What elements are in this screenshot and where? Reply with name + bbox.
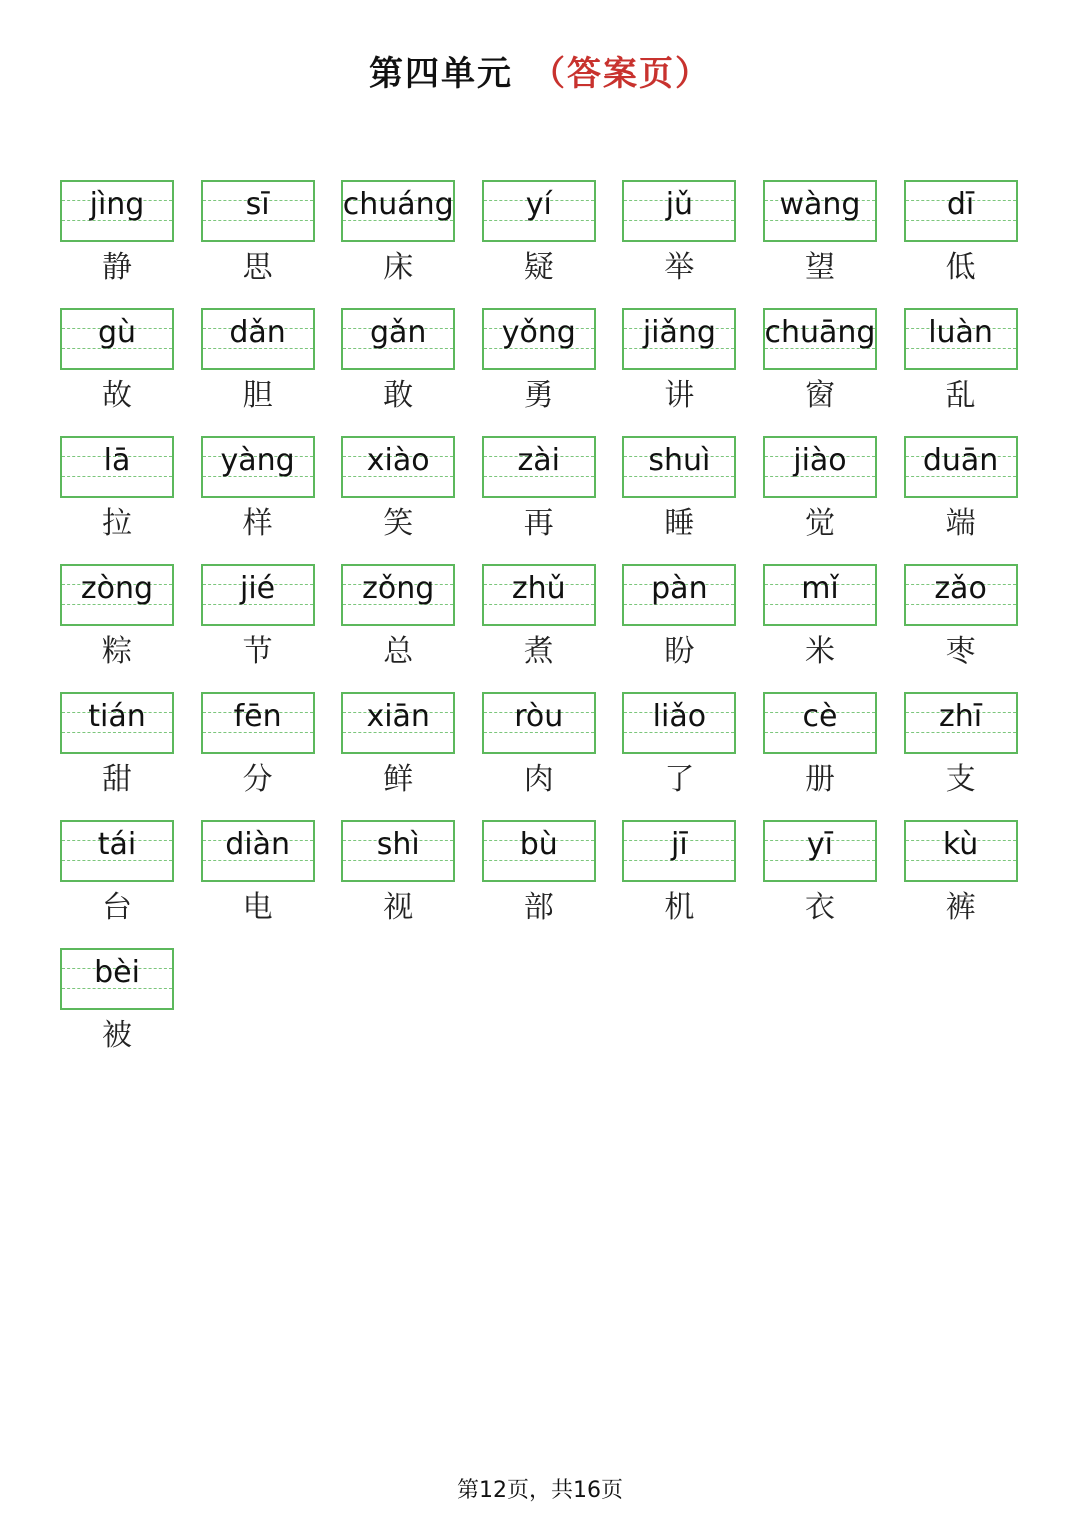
pinyin-cell [201,180,315,308]
pinyin-box [763,820,877,882]
pinyin-cell [622,308,736,436]
hanzi-character: 支 [945,762,976,797]
pinyin-box [482,436,596,498]
pinyin-box [201,692,315,754]
pinyin-cell [341,692,455,820]
pinyin-box [341,820,455,882]
pinyin-text: chuáng [342,187,454,222]
pinyin-text: sī [245,187,270,222]
hanzi-character: 衣 [804,890,835,925]
hanzi-character: 样 [242,506,273,541]
hanzi-character: 拉 [102,506,132,541]
pinyin-text: tián [88,699,146,734]
pinyin-box [763,436,877,498]
hanzi-character: 煮 [523,634,554,669]
pinyin-text: tái [97,827,137,862]
hanzi-character: 望 [804,250,835,285]
pinyin-cell [482,180,596,308]
pinyin-cell [763,820,877,948]
pinyin-cell [60,948,174,1076]
pinyin-box [60,948,174,1010]
hanzi-character: 了 [664,762,695,797]
pinyin-cell [904,308,1018,436]
pinyin-cell [60,308,174,436]
pinyin-cell [60,564,174,692]
hanzi-character: 勇 [523,378,554,413]
pinyin-text: xiān [366,699,430,734]
pinyin-text: lā [103,443,131,478]
pinyin-text: gǎn [369,315,427,350]
pinyin-cell [201,692,315,820]
pinyin-cell [201,564,315,692]
hanzi-character: 笑 [383,506,414,541]
pinyin-box [482,308,596,370]
pinyin-cell [60,692,174,820]
pinyin-cell [904,820,1018,948]
hanzi-character: 举 [664,250,695,285]
hanzi-character: 思 [242,250,273,285]
pinyin-box [622,180,736,242]
pinyin-box [622,436,736,498]
pinyin-cell [622,564,736,692]
hanzi-character: 疑 [523,250,554,285]
pinyin-cell [622,820,736,948]
pinyin-text: wàng [779,187,861,222]
pinyin-box [622,564,736,626]
pinyin-cell [60,820,174,948]
pinyin-box [60,692,174,754]
pinyin-text: fēn [233,699,282,734]
pinyin-text: cè [802,699,838,734]
pinyin-box [763,308,877,370]
pinyin-text: duān [922,443,999,478]
pinyin-box [622,820,736,882]
pinyin-box [60,564,174,626]
pinyin-box [482,820,596,882]
hanzi-character: 端 [945,506,976,541]
pinyin-text: shuì [648,443,711,478]
hanzi-character: 胆 [242,378,273,413]
hanzi-character: 敢 [383,378,414,413]
pinyin-cell [482,564,596,692]
pinyin-text: chuāng [764,315,876,350]
pinyin-text: jiǎng [642,315,716,350]
hanzi-character: 视 [383,890,414,925]
pinyin-box [904,820,1018,882]
pinyin-box [904,436,1018,498]
pinyin-text: jìng [89,187,145,222]
hanzi-character: 窗 [804,378,835,413]
pinyin-text: ròu [514,699,564,734]
pinyin-cell [201,308,315,436]
pinyin-cell [904,564,1018,692]
pinyin-text: jī [671,827,688,862]
hanzi-character: 盼 [664,634,695,669]
hanzi-character: 睡 [664,506,695,541]
pinyin-text: dī [946,187,975,222]
pinyin-text: pàn [651,571,708,606]
pinyin-text: zhǔ [511,571,566,606]
pinyin-text: zǒng [362,571,435,606]
pinyin-box [201,564,315,626]
pinyin-text: bèi [94,955,140,990]
hanzi-character: 裤 [945,890,976,925]
pinyin-box [904,564,1018,626]
hanzi-character: 分 [242,762,273,797]
pinyin-box [763,564,877,626]
hanzi-character: 节 [242,634,273,669]
pinyin-box [201,180,315,242]
pinyin-cell [904,180,1018,308]
pinyin-box [341,564,455,626]
pinyin-text: gù [97,315,137,350]
pinyin-text: luàn [928,315,993,350]
pinyin-box [763,180,877,242]
hanzi-character: 鲜 [383,762,414,797]
pinyin-cell [622,180,736,308]
hanzi-character: 觉 [804,506,835,541]
pinyin-cell [341,436,455,564]
pinyin-cell [482,820,596,948]
pinyin-cell [904,436,1018,564]
pinyin-box [201,820,315,882]
hanzi-character: 部 [523,890,554,925]
hanzi-character: 机 [664,890,695,925]
page-number: 第12页，共16页 [457,1478,623,1503]
pinyin-box [904,180,1018,242]
hanzi-character: 故 [102,378,132,413]
unit-title: 第四单元 [369,54,513,94]
hanzi-character: 低 [945,250,976,285]
pinyin-text: yí [525,187,552,222]
pinyin-text: zhī [939,699,983,734]
pinyin-box [60,308,174,370]
pinyin-box [341,308,455,370]
pinyin-box [60,820,174,882]
pinyin-text: zài [517,443,561,478]
pinyin-text: liǎo [652,699,707,734]
pinyin-cell [482,692,596,820]
hanzi-character: 再 [523,506,554,541]
pinyin-text: xiào [366,443,430,478]
hanzi-character: 米 [804,634,835,669]
pinyin-box [60,436,174,498]
pinyin-cell [60,180,174,308]
pinyin-cell [763,564,877,692]
hanzi-character: 甜 [102,762,132,797]
pinyin-cell [763,436,877,564]
pinyin-cell [482,308,596,436]
pinyin-box [341,180,455,242]
pinyin-text: yī [806,827,834,862]
pinyin-cell [60,436,174,564]
pinyin-box [341,692,455,754]
pinyin-cell [201,436,315,564]
pinyin-text: yàng [220,443,295,478]
pinyin-box [763,692,877,754]
pinyin-grid [60,180,1020,1076]
hanzi-character: 总 [383,634,414,669]
pinyin-box [341,436,455,498]
hanzi-character: 床 [383,250,414,285]
pinyin-box [482,564,596,626]
pinyin-box [904,692,1018,754]
pinyin-cell [904,692,1018,820]
pinyin-cell [341,180,455,308]
pinyin-box [482,692,596,754]
pinyin-text: shì [376,827,420,862]
pinyin-text: jǔ [665,187,694,222]
pinyin-text: bù [519,827,558,862]
hanzi-character: 静 [102,250,132,285]
pinyin-cell [622,692,736,820]
pinyin-cell [201,820,315,948]
pinyin-box [201,436,315,498]
page-title [0,48,1080,100]
pinyin-cell [482,436,596,564]
pinyin-text: zòng [80,571,154,606]
pinyin-box [622,308,736,370]
hanzi-character: 电 [242,890,273,925]
hanzi-character: 册 [804,762,835,797]
pinyin-cell [763,692,877,820]
pinyin-box [904,308,1018,370]
pinyin-text: kù [942,827,979,862]
answer-page-label: （答案页） [531,54,711,94]
pinyin-cell [622,436,736,564]
hanzi-character: 讲 [664,378,695,413]
pinyin-text: jié [240,571,276,606]
pinyin-text: dǎn [229,315,286,350]
hanzi-character: 乱 [945,378,976,413]
pinyin-box [482,180,596,242]
hanzi-character: 粽 [102,634,132,669]
hanzi-character: 枣 [945,634,976,669]
pinyin-cell [763,308,877,436]
pinyin-box [622,692,736,754]
pinyin-box [201,308,315,370]
hanzi-character: 台 [102,890,132,925]
pinyin-text: jiào [793,443,847,478]
pinyin-text: yǒng [501,315,576,350]
pinyin-cell [341,820,455,948]
hanzi-character: 肉 [523,762,554,797]
pinyin-text: diàn [225,827,290,862]
pinyin-cell [763,180,877,308]
pinyin-cell [341,564,455,692]
pinyin-text: mǐ [801,571,839,606]
pinyin-cell [341,308,455,436]
pinyin-box [60,180,174,242]
pinyin-text: zǎo [934,571,987,606]
hanzi-character: 被 [102,1018,132,1053]
